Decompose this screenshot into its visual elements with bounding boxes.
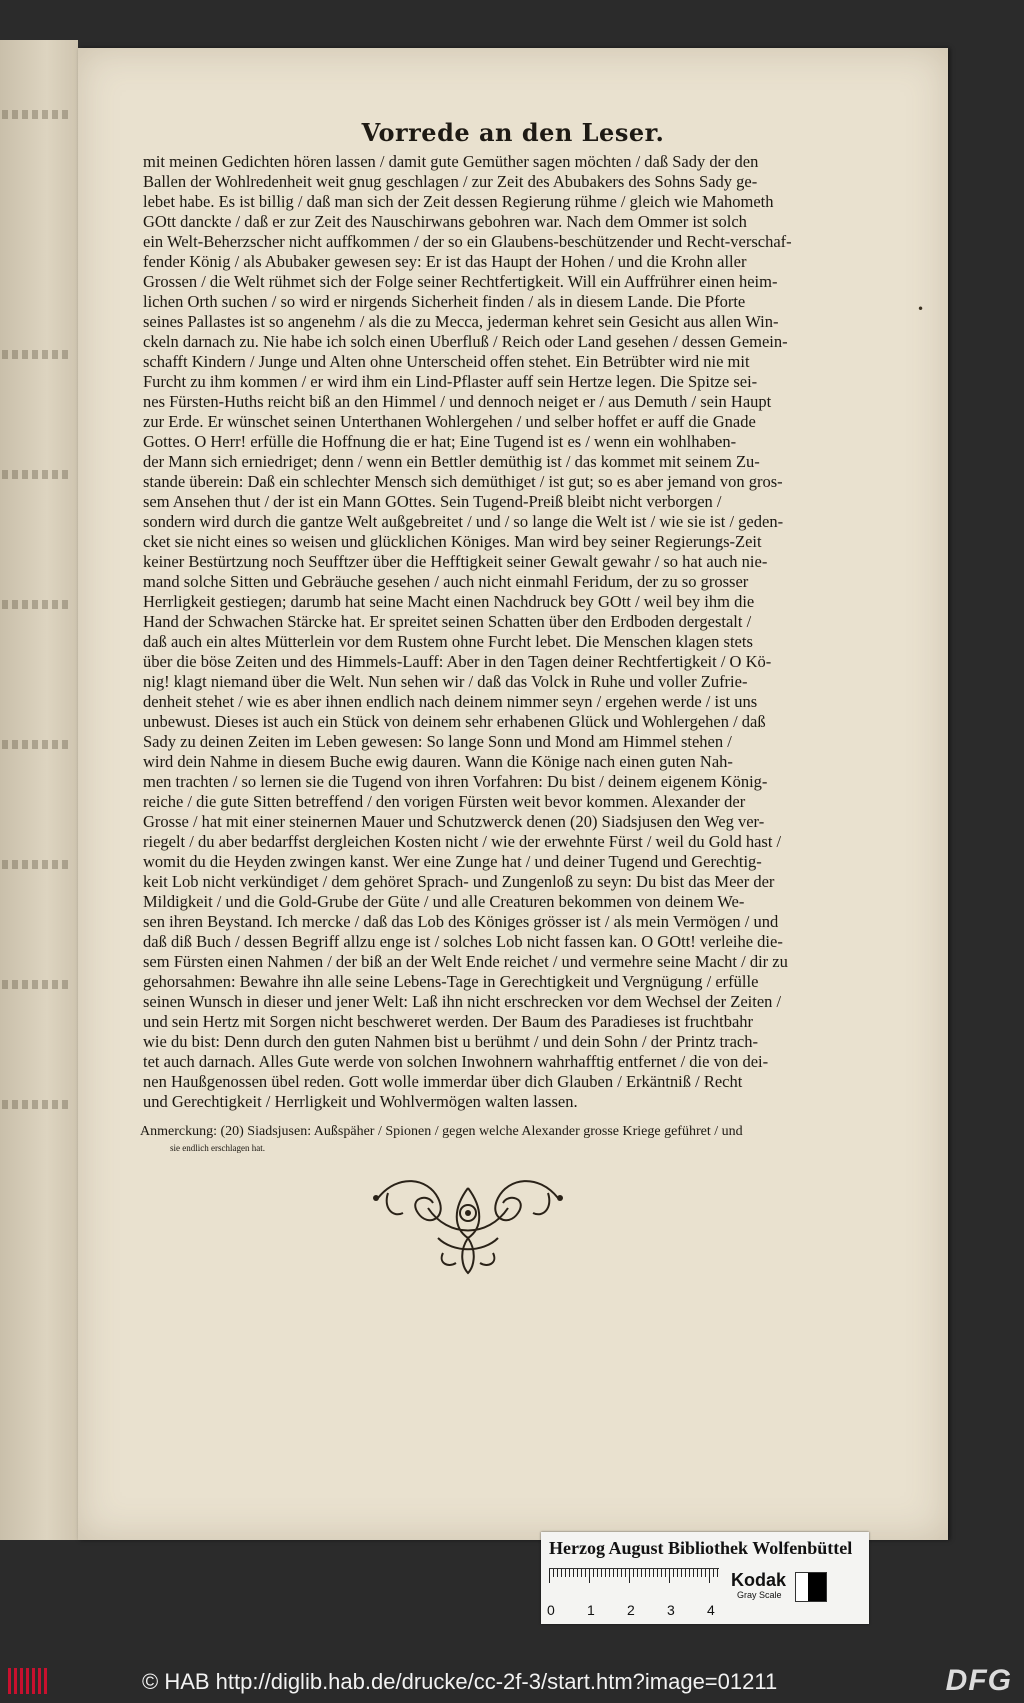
dfg-logo: DFG: [945, 1664, 1012, 1697]
text-line: mit meinen Gedichten hören lassen / damit gute Gemüther sagen möchten / daß Sady der den: [143, 152, 759, 171]
text-line: nig! klagt niemand über die Welt. Nun sehen wir / daß das Volck in Ruhe und voller Zufrie-: [143, 672, 748, 691]
text-line: reiche / die gute Sitten betreffend / den vorigen Fürsten weit bevor kommen. Alexander der: [143, 792, 746, 811]
text-line: Herrligkeit gestiegen; darumb hat seine Macht einen Nachdruck bey GOtt / weil bey ihm die: [143, 592, 755, 611]
bleed-text: [2, 980, 72, 989]
bleed-text: [2, 470, 72, 479]
ruler-number: 3: [667, 1602, 675, 1618]
text-line: lebet habe. Es ist billig / daß man sich der Zeit dessen Regierung rühme / gleich wie Mahometh: [143, 192, 774, 211]
text-line: Grossen / die Welt rühmet sich der Folge seiner Rechtfertigkeit. Will ein Auffrührer einen heim-: [143, 272, 778, 291]
text-line: Grosse / hat mit einer steinernen Mauer und Schutzwerck denen (20) Siadsjusen den Weg ver-: [143, 812, 765, 831]
text-line: ckeln darnach zu. Nie habe ich solch einen Uberfluß / Reich oder Land gesehen / dessen Gemein-: [143, 332, 788, 351]
text-line: sen ihren Beystand. Ich mercke / daß das Lob des Königes grösser ist / als mein Vermögen / und: [143, 912, 779, 931]
text-line: fender König / als Abubaker gewesen sey: Er ist das Haupt der Hohen / und die Krohn aller: [143, 252, 747, 271]
footnote-line: sie endlich erschlagen hat.: [170, 1143, 265, 1153]
text-line: Gottes. O Herr! erfülle die Hoffnung die er hat; Eine Tugend ist es / wenn ein wohlhaben-: [143, 432, 737, 451]
text-line: Mildigkeit / und die Gold-Grube der Güte / und alle Creaturen bekommen von deinem We-: [143, 892, 745, 911]
text-line: Ballen der Wohlredenheit weit gnug geschlagen / zur Zeit des Abubakers des Sohns Sady ge-: [143, 172, 758, 191]
text-line: seines Pallastes ist so angenehm / als die zu Mecca, jederman kehret sein Gesicht aus allen Win-: [143, 312, 779, 331]
facing-page-edge: [0, 40, 78, 1540]
copyright-link[interactable]: © HAB http://diglib.hab.de/drucke/cc-2f-3/start.htm?image=01211: [142, 1669, 778, 1694]
footer-bar: [0, 1660, 1024, 1703]
text-line: sondern wird durch die gantze Welt außgebreitet / und / so lange die Welt ist / wie sie ist / geden-: [143, 512, 784, 531]
text-line: gehorsahmen: Bewahre ihn alle seine Lebens-Tage in Gerechtigkeit und Vergnügung / erfülle: [143, 972, 759, 991]
text-line: tet auch darnach. Alles Gute werde von solchen Inwohnern wahrhafftig entfernet / die von dei-: [143, 1052, 769, 1071]
book-page: [78, 48, 948, 1540]
bleed-text: [2, 1100, 72, 1109]
text-line: mand solche Sitten und Gebräuche gesehen / auch nicht einmahl Feridum, der zu so grosser: [143, 572, 749, 591]
footnote-line: Anmerckung: (20) Siadsjusen: Außspäher / Spionen / gegen welche Alexander grosse Kriege geführet / und: [140, 1124, 743, 1139]
gray-scale-text: Gray Scale: [737, 1590, 782, 1600]
gray-scale-swatch: [795, 1572, 827, 1602]
text-line: Hand der Schwachen Stärcke hat. Er spreitet seinen Schatten über den Erdboden dergestalt /: [143, 612, 752, 631]
scale-ruler: [549, 1568, 719, 1599]
text-line: nes Fürsten-Huths reicht biß an den Himmel / und dennoch neiget er / aus Demuth / sein Haupt: [143, 392, 772, 411]
bleed-text: [2, 600, 72, 609]
text-line: über die böse Zeiten und des Himmels-Lauff: Aber in den Tagen deiner Rechtfertigkeit / O Kö-: [143, 652, 772, 671]
bleed-text: [2, 860, 72, 869]
bleed-text: [2, 740, 72, 749]
ruler-number: 4: [707, 1602, 715, 1618]
text-line: keiner Bestürtzung noch Seufftzer über die Hefftigkeit seiner Gewalt gewahr / so hat auch nie-: [143, 552, 768, 571]
text-line: daß diß Buch / dessen Begriff allzu enge ist / solches Lob nicht fassen kan. O GOtt! verleihe die-: [143, 932, 783, 951]
ruler-number: 1: [587, 1602, 595, 1618]
text-line: wie du bist: Denn durch den guten Nahmen bist u berühmt / und dein Sohn / der Printz trach-: [143, 1032, 758, 1051]
ruler-number: 0: [547, 1602, 555, 1618]
margin-mark: •: [917, 302, 925, 316]
kodak-brand: Kodak: [731, 1570, 787, 1590]
text-line: nen Haußgenossen übel reden. Gott wolle immerdar über dich Glauben / Erkäntniß / Recht: [143, 1072, 743, 1091]
text-line: men trachten / so lernen sie die Tugend von ihren Vorfahren: Du bist / deinem eigenem König-: [143, 772, 768, 791]
text-line: cket sie nicht eines so weisen und glücklichen Königes. Man wird bey seiner Regierungs-Zeit: [143, 532, 762, 551]
text-line: und Gerechtigkeit / Herrligkeit und Wohlvermögen walten lassen.: [143, 1092, 578, 1111]
text-line: seinen Wunsch in dieser und jener Welt: Laß ihn nicht erschrecken vor dem Wechsel der Zeiten /: [143, 992, 782, 1011]
text-line: womit du die Heyden zwingen kanst. Wer eine Zunge hat / und deiner Tugend und Gerechtig-: [143, 852, 762, 871]
text-line: riegelt / du aber bedarffst dergleichen Kosten nicht / wie der erwehnte Fürst / weil du Gold hast /: [143, 832, 782, 851]
text-line: ein Welt-Beherzscher nicht auffkommen / der so ein Glaubens-beschützender und Recht-verschaf-: [143, 232, 792, 251]
text-line: GOtt danckte / daß er zur Zeit des Nauschirwans gebohren war. Nach dem Ommer ist solch: [143, 212, 747, 231]
ornament-vignette: [368, 1168, 568, 1278]
text-line: stande überein: Daß ein schlechter Mensch sich demüthiget / ist gut; so es aber jemand von gros-: [143, 472, 783, 491]
footnote: [140, 1124, 870, 1156]
library-label: [541, 1532, 869, 1624]
text-line: daß auch ein altes Mütterlein vor dem Rustem ohne Furcht lebet. Die Menschen klagen stets: [143, 632, 753, 651]
text-line: zur Erde. Er wünschet seinen Unterthanen Wohlergehen / und selber hoffet er auff die Gnade: [143, 412, 756, 431]
hab-logo-icon: [8, 1668, 50, 1694]
text-line: Furcht zu ihm kommen / er wird ihm ein Lind-Pflaster auff sein Hertze legen. Die Spitze sei-: [143, 372, 758, 391]
text-line: Sady zu deinen Zeiten im Leben gewesen: So lange Sonn und Mond am Himmel stehen /: [143, 732, 732, 751]
page-header: Vorrede an den Leser.: [361, 118, 665, 147]
text-line: denheit stehet / wie es aber ihnen endlich nach deinem nimmer seyn / ergehen werde / ist uns: [143, 692, 758, 711]
text-line: sem Fürsten einen Nahmen / der biß an der Welt Ende reichet / und vermehre seine Macht / dir zu: [143, 952, 788, 971]
ruler-number: 2: [627, 1602, 635, 1618]
text-line: schafft Kindern / Junge und Alten ohne Unterscheid offen stehet. Ein Betrübter wird nie mit: [143, 352, 750, 371]
text-line: der Mann sich erniedriget; denn / wenn ein Bettler demüthig ist / das kommet mit seinem Zu-: [143, 452, 760, 471]
library-title: Herzog August Bibliothek Wolfenbüttel: [549, 1538, 853, 1558]
body-text: [143, 152, 863, 1112]
text-line: unbewust. Dieses ist auch ein Stück von deinem sehr erhabenen Glück und Wohlergehen / daß: [143, 712, 766, 731]
text-line: wird dein Nahme in diesem Buche ewig dauren. Wann die Könige nach einen guten Nah-: [143, 752, 733, 771]
bleed-text: [2, 350, 72, 359]
text-line: keit Lob nicht verkündiget / dem gehöret Sprach- und Zungenloß zu seyn: Du bist das Meer der: [143, 872, 775, 891]
text-line: sem Ansehen thut / der ist ein Mann GOttes. Sein Tugend-Preiß bleibt nicht verborgen /: [143, 492, 722, 511]
bleed-text: [2, 110, 72, 119]
text-line: und sein Hertz mit Sorgen nicht beschweret werden. Der Baum des Paradieses ist fruchtbahr: [143, 1012, 754, 1031]
text-line: lichen Orth suchen / so wird er nirgends Sicherheit finden / als in diesem Lande. Die Pforte: [143, 292, 746, 311]
